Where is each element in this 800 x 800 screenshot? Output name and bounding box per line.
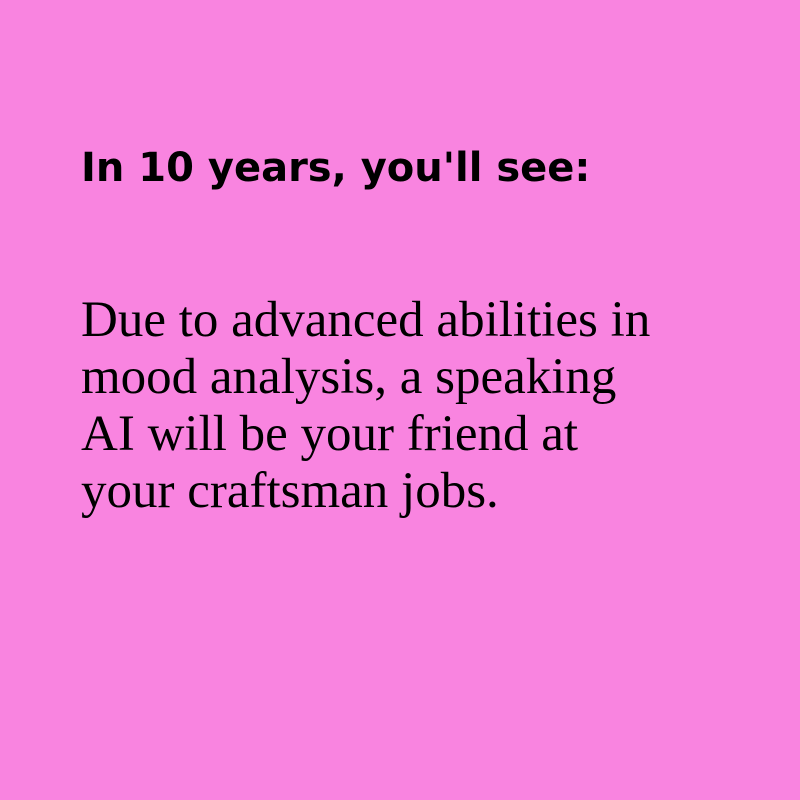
body-text: Due to advanced abilities in mood analysis, a speaking AI will be your friend at your craftsman jobs.: [81, 292, 651, 519]
headline: In 10 years, you'll see:: [81, 145, 591, 191]
